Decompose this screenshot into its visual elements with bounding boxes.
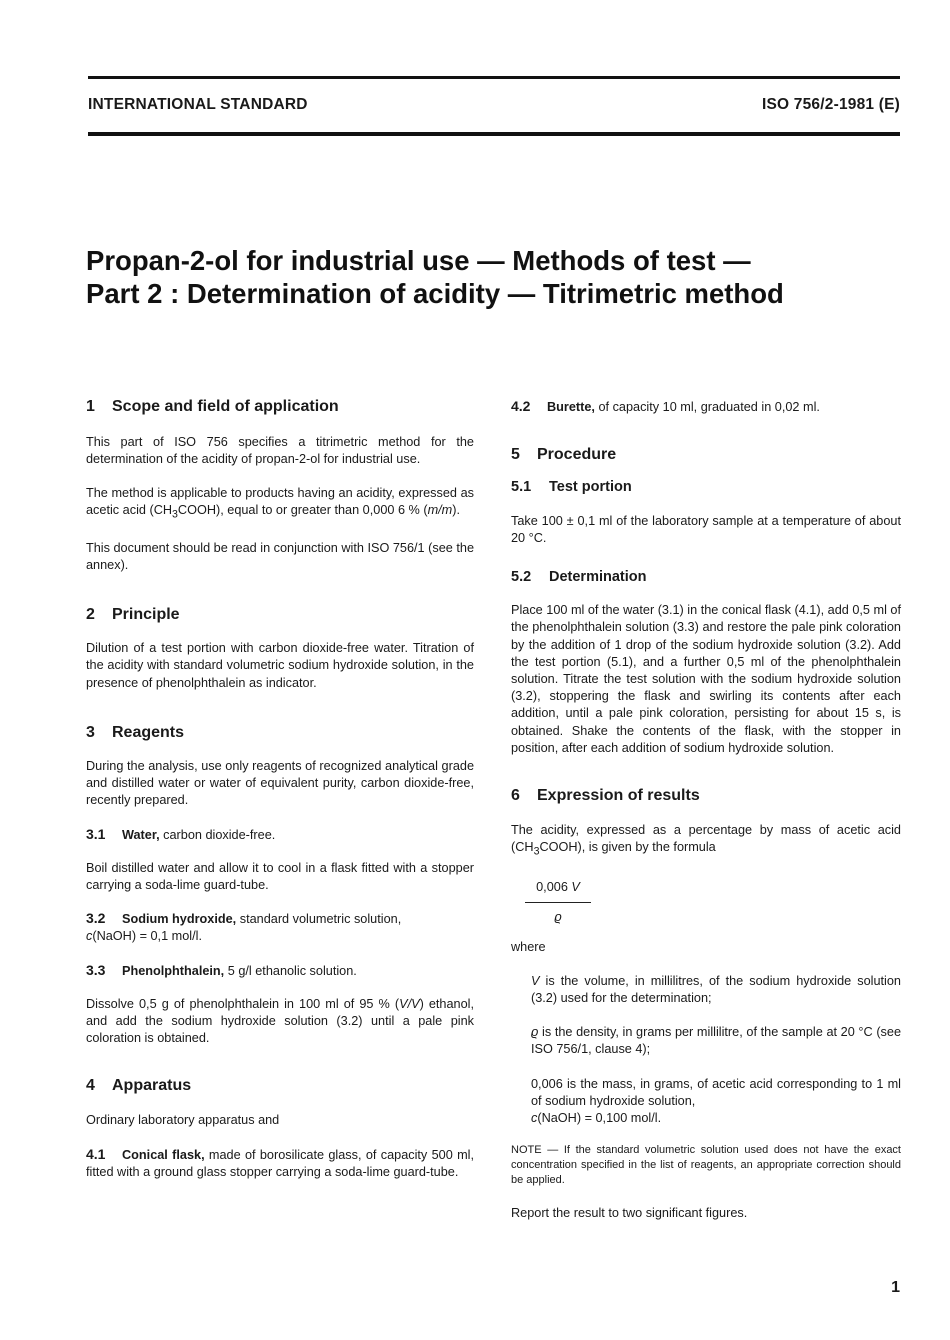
formula-denominator: ϱ xyxy=(554,910,562,925)
note: NOTE — If the standard volumetric solution used does not have the exact concentration specified in the list of reagents, an appropriate correction should be applied. xyxy=(511,1144,901,1187)
item-3-2: 3.2 Sodium hydroxide, standard volumetric solution, c(NaOH) = 0,1 mol/l. xyxy=(86,910,402,944)
title-line-1: Propan-2-ol for industrial use — Methods of test — xyxy=(86,245,751,276)
item-3-1-text: Boil distilled water and allow it to cool in a flask fitted with a stopper carrying a soda-lime guard-tube. xyxy=(86,860,474,892)
report-instruction: Report the result to two significant figures. xyxy=(511,1206,748,1221)
right-column xyxy=(511,398,901,1222)
left-column xyxy=(86,398,474,1181)
item-4-2: 4.2 Burette, of capacity 10 ml, graduated in 0,02 ml. xyxy=(511,398,820,414)
section-3-paragraph: During the analysis, use only reagents of recognized analytical grade and distilled water or water of equivalent purity, carbon dioxide-free, recently prepared. xyxy=(86,758,474,808)
section-4-heading: 4 Apparatus xyxy=(86,1077,192,1095)
section-5-heading: 5 Procedure xyxy=(511,446,617,464)
section-1-heading: 1 Scope and field of application xyxy=(86,398,339,415)
section-1-paragraph-3: This document should be read in conjunction with ISO 756/1 (see the annex). xyxy=(86,540,474,572)
item-3-1: 3.1 Water, carbon dioxide-free. xyxy=(86,825,276,842)
variable-v-definition: V is the volume, in millilitres, of the sodium hydroxide solution (3.2) used for the determination; xyxy=(531,973,901,1005)
section-2-paragraph: Dilution of a test portion with carbon dioxide-free water. Titration of the acidity with standard volumetric sodium hydroxide solution, in the presence of phenolphthalein as indicator. xyxy=(86,641,474,690)
header-top-rule xyxy=(88,76,900,79)
subsection-5-2-paragraph: Place 100 ml of the water (3.1) in the conical flask (4.1), add 0,5 ml of the phenolphthalein solution (3.3) and restore the pale pink coloration by the addition of 1 drop of the sodium hydroxide solution (3.2). Add the test portion (5.1), and a further 0,5 ml of the phenolphthalein solution. Titrate the test solution with the sodium hydroxide solution (3.2), stoppering the flask and swirling its contents after each addition, until a pale pink coloration, persisting for about 15 s, is obtained. Shake the contents of the flask, with the stopper in position, after each addition of sodium hydroxide solution. xyxy=(511,603,901,755)
section-3-heading: 3 Reagents xyxy=(86,723,185,741)
item-3-3-text: Dissolve 0,5 g of phenolphthalein in 100 ml of 95 % (V/V) ethanol, and add the sodium hydroxide solution (3.2) until a pale pink coloration is obtained. xyxy=(86,996,474,1046)
constant-definition: 0,006 is the mass, in grams, of acetic acid corresponding to 1 ml of sodium hydroxide solution, c(NaOH) = 0,100 mol/l. xyxy=(531,1076,901,1126)
item-3-3: 3.3 Phenolphthalein, 5 g/l ethanolic solution. xyxy=(86,961,357,978)
section-6-heading: 6 Expression of results xyxy=(511,787,700,805)
section-2-heading: 2 Principle xyxy=(86,605,180,623)
formula-numerator: 0,006 V xyxy=(525,879,591,903)
document-title xyxy=(86,244,784,310)
acidity-formula xyxy=(525,879,591,926)
section-4-paragraph: Ordinary laboratory apparatus and xyxy=(86,1112,280,1127)
section-1-paragraph-1: This part of ISO 756 specifies a titrimetric method for the determination of the acidity of propan-2-ol for industrial use. xyxy=(86,435,474,467)
page-number: 1 xyxy=(891,1279,900,1296)
title-line-2: Part 2 : Determination of acidity — Titrimetric method xyxy=(86,278,784,309)
standard-number: ISO 756/2-1981 (E) xyxy=(761,96,900,113)
variable-rho-definition: ϱ is the density, in grams per millilitre, of the sample at 20 °C (see ISO 756/1, clause 4); xyxy=(531,1025,901,1057)
where-label: where xyxy=(511,939,546,954)
document-type: INTERNATIONAL STANDARD xyxy=(88,96,308,113)
subsection-5-1-heading: 5.1 Test portion xyxy=(511,479,632,496)
item-4-1: 4.1 Conical flask, made of borosilicate glass, of capacity 500 ml, fitted with a ground glass stopper carrying a soda-lime guard-tube. xyxy=(86,1145,474,1180)
section-6-paragraph: The acidity, expressed as a percentage by mass of acetic acid $(CH_3COOH)$, is given by the formula xyxy=(511,823,901,858)
subsection-5-2-heading: 5.2 Determination xyxy=(511,569,647,586)
header-bottom-rule xyxy=(88,132,900,136)
section-1-paragraph-2: The method is applicable to products having an acidity, expressed as acetic acid $(CH_3COOH)$, equal to or greater than 0,000 6 % (m/m). xyxy=(86,485,474,521)
subsection-5-1-paragraph: Take 100 ± 0,1 ml of the laboratory sample at a temperature of about 20 °C. xyxy=(511,513,901,545)
